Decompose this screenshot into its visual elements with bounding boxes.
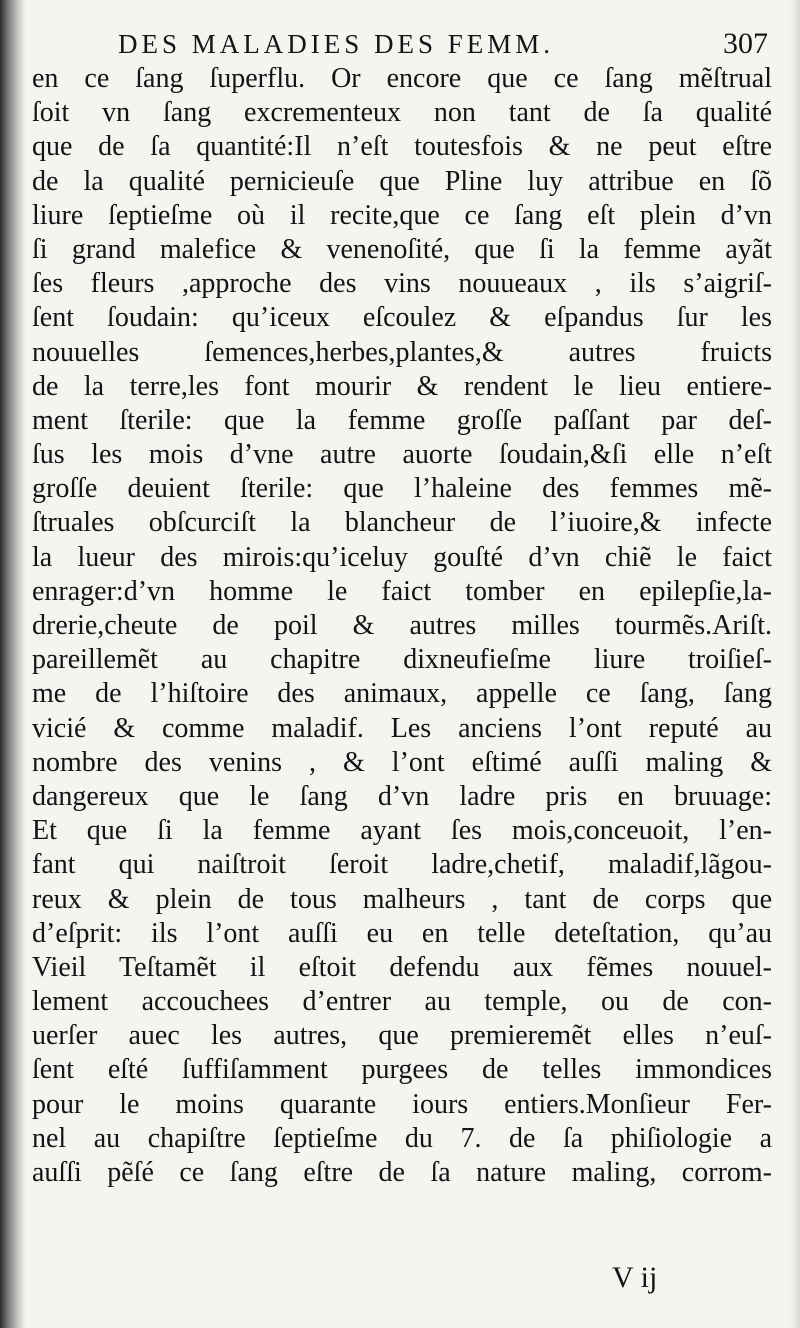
text-line: ſtruales obſcurciſt la blancheur de l’iuoire,& infecte <box>32 507 772 539</box>
text-line: pour le moins quarante iours entiers.Monſieur Fer- <box>32 1088 772 1120</box>
signature-mark: V ij <box>612 1261 658 1294</box>
text-line: ſent ſoudain: qu’iceux eſcoulez & eſpandus ſur les <box>32 302 772 334</box>
text-line: auſſi pẽſé ce ſang eſtre de ſa nature maling, corrom- <box>32 1157 772 1188</box>
text-line: nel au chapiſtre ſeptieſme du 7. de ſa phiſiologie a <box>32 1122 772 1154</box>
text-line: reux & plein de tous malheurs , tant de corps que <box>32 883 772 915</box>
body-text <box>32 62 772 1190</box>
page-header <box>118 24 768 64</box>
text-line: de la terre,les font mourir & rendent le lieu entiere- <box>32 370 772 402</box>
text-line: lement accouchees d’entrer au temple, ou de con- <box>32 986 772 1018</box>
running-head: DES MALADIES DES FEMM. <box>118 29 555 59</box>
text-line: ment ſterile: que la femme groſſe paſſant par deſ- <box>32 404 772 436</box>
text-line: liure ſeptieſme où il recite,que ce ſang eſt plein d’vn <box>32 199 772 231</box>
text-line: ſent eſté ſuffiſamment purgees de telles immondices <box>32 1054 772 1086</box>
text-line: nombre des venins , & l’ont eſtimé auſſi maling & <box>32 746 772 778</box>
text-line: ſi grand malefice & venenoſité, que ſi la femme ayãt <box>32 233 772 265</box>
text-line: vicié & comme maladif. Les anciens l’ont reputé au <box>32 712 772 744</box>
text-line: d’eſprit: ils l’ont auſſi eu en telle deteſtation, qu’au <box>32 917 772 949</box>
text-line: pareillemẽt au chapitre dixneufieſme liure troiſieſ- <box>32 644 772 676</box>
text-line: dangereux que le ſang d’vn ladre pris en bruuage: <box>32 780 772 812</box>
text-line: drerie,cheute de poil & autres milles tourmẽs.Ariſt. <box>32 610 772 641</box>
text-line: en ce ſang ſuperflu. Or encore que ce ſang mẽſtrual <box>32 63 772 94</box>
text-line: la lueur des mirois:qu’iceluy gouſté d’vn chiẽ le faict <box>32 541 772 573</box>
page-number: 307 <box>723 27 768 60</box>
text-line: ſus les mois d’vne autre auorte ſoudain,&ſi elle n’eſt <box>32 439 772 471</box>
text-line: groſſe deuient ſterile: que l’haleine des femmes mẽ- <box>32 473 772 505</box>
text-line: Et que ſi la femme ayant ſes mois,conceuoit, l’en- <box>32 815 772 847</box>
text-line: me de l’hiſtoire des animaux, appelle ce ſang, ſang <box>32 678 772 710</box>
page-edge <box>790 0 800 1328</box>
text-line: ſoit vn ſang excrementeux non tant de ſa qualité <box>32 97 772 129</box>
text-line: enrager:d’vn homme le faict tomber en epilepſie,la- <box>32 575 772 607</box>
text-line: que de ſa quantité:Il n’eſt toutesfois & ne peut eſtre <box>32 131 772 163</box>
text-line: Vieil Teſtamẽt il eſtoit defendu aux fẽmes nouuel- <box>32 951 772 983</box>
text-line: fant qui naiſtroit ſeroit ladre,chetif, maladif,lãgou- <box>32 849 772 881</box>
spine-shadow <box>0 0 26 1328</box>
text-line: uerſer auec les autres, que premieremẽt elles n’euſ- <box>32 1020 772 1052</box>
text-line: nouuelles ſemences,herbes,plantes,& autres fruicts <box>32 336 772 368</box>
text-line: ſes fleurs ,approche des vins nouueaux , ils s’aigriſ- <box>32 268 772 300</box>
text-line: de la qualité pernicieuſe que Pline luy attribue en ſõ <box>32 165 772 197</box>
